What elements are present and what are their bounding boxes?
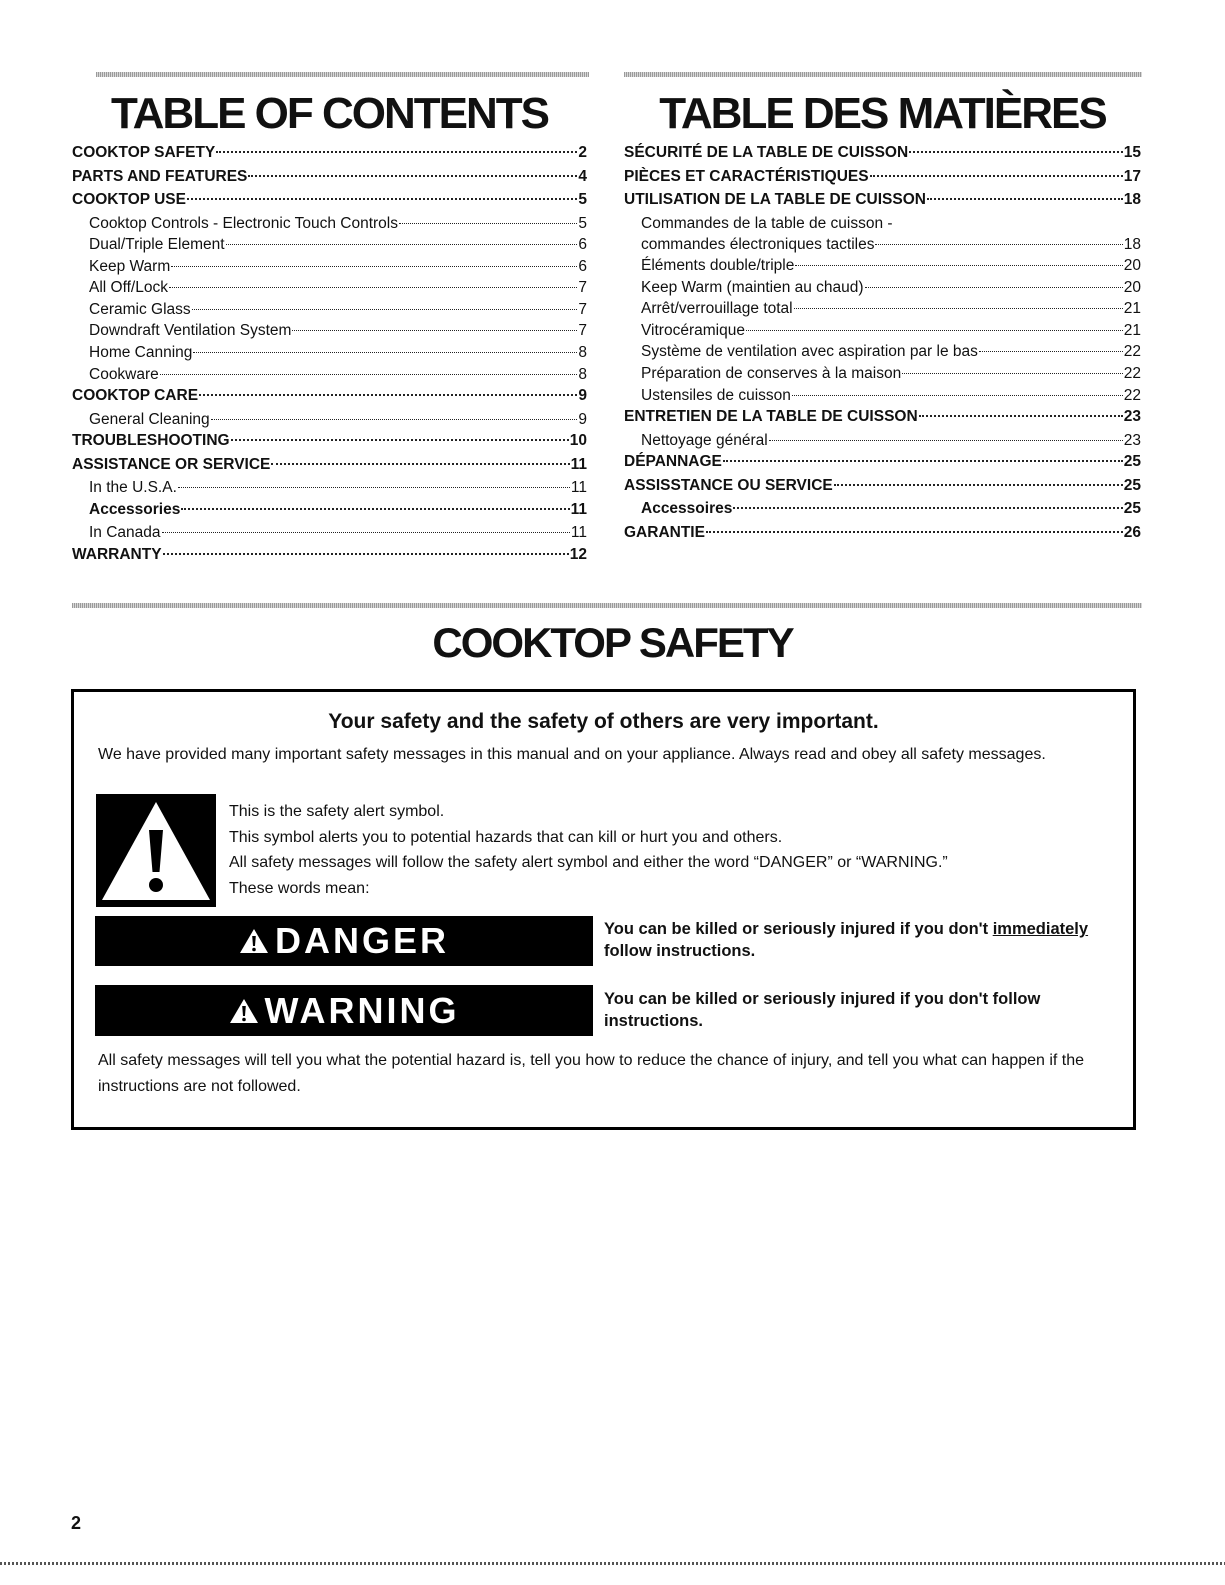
- toc-entry-title: Downdraft Ventilation System: [89, 322, 292, 340]
- toc-entry-title: PARTS AND FEATURES: [72, 167, 248, 185]
- safety-intro-text: We have provided many important safety messages in this manual and on your appliance. Always read and obey all safety messages.: [98, 746, 1046, 763]
- toc-entry-title: Dual/Triple Element: [89, 236, 225, 254]
- toc-entry: [72, 168, 587, 192]
- toc-leader-dots: [746, 330, 1123, 331]
- toc-leader-dots: [192, 309, 578, 310]
- toc-entry-title: GARANTIE: [624, 523, 705, 541]
- toc-entry-title: COOKTOP USE: [72, 191, 186, 208]
- toc-entry: [72, 411, 587, 433]
- toc-entry-title: All Off/Lock: [89, 279, 168, 297]
- toc-entry: [624, 279, 1141, 301]
- toc-entry-page: 22: [1123, 386, 1141, 404]
- toc-entry-page: 11: [570, 455, 587, 473]
- toc-leader-dots: [163, 553, 569, 555]
- toc-leader-dots: [875, 244, 1122, 245]
- toc-title-french: TABLE DES MATIÈRES: [659, 89, 1106, 138]
- toc-leader-dots: [181, 508, 569, 510]
- toc-leader-dots: [226, 244, 578, 245]
- toc-leader-dots: [160, 374, 578, 375]
- toc-entry-page: 21: [1123, 321, 1141, 339]
- toc-entry-page: 11: [570, 524, 587, 542]
- toc-entry-page: 17: [1123, 167, 1141, 185]
- toc-entry-title: Nettoyage général: [641, 431, 768, 449]
- toc-leader-dots: [187, 198, 577, 200]
- toc-entry-title: commandes électroniques tactiles: [641, 235, 875, 253]
- toc-entry: [72, 479, 587, 501]
- warning-signal-bar: [95, 985, 593, 1036]
- toc-leader-dots: [723, 460, 1123, 462]
- toc-entry-title: ENTRETIEN DE LA TABLE DE CUISSON: [624, 408, 918, 426]
- toc-leader-dots: [769, 440, 1123, 441]
- toc-entry-page: 25: [1123, 500, 1141, 518]
- alert-line: All safety messages will follow the safety alert symbol and either the word “DANGER” or “WARNING.”: [229, 854, 948, 871]
- toc-entry-page: 8: [578, 365, 587, 383]
- toc-entry: [72, 501, 587, 525]
- toc-entry: [624, 453, 1141, 477]
- toc-english-list: [72, 144, 587, 570]
- toc-entry: [624, 408, 1141, 432]
- warning-triangle-icon: [239, 927, 269, 955]
- toc-entry: [72, 236, 587, 258]
- toc-entry: [72, 344, 587, 366]
- toc-entry-title: Cookware: [89, 365, 159, 383]
- safety-outro-text: All safety messages will tell you what the potential hazard is, tell you how to reduce the chance of injury, and tell you what can happen if the instructions are not followed.: [98, 1052, 1085, 1095]
- toc-entry-title: Accessoires: [641, 500, 733, 518]
- toc-entry: [624, 168, 1141, 192]
- toc-entry-page: 9: [578, 410, 587, 428]
- toc-leader-dots: [211, 419, 578, 420]
- toc-leader-dots: [216, 151, 577, 153]
- toc-leader-dots: [733, 507, 1122, 509]
- toc-leader-dots: [199, 394, 577, 396]
- toc-entry: [72, 456, 587, 480]
- toc-leader-dots: [162, 532, 570, 533]
- toc-entry-page: 6: [578, 257, 587, 275]
- toc-entry-title: Éléments double/triple: [641, 257, 795, 275]
- toc-leader-dots: [865, 287, 1123, 288]
- toc-entry: [624, 500, 1141, 524]
- alert-line: This is the safety alert symbol.: [229, 803, 445, 820]
- toc-leader-dots: [909, 151, 1123, 153]
- toc-entry-title: PIÈCES ET CARACTÉRISTIQUES: [624, 167, 869, 185]
- warning-message: You can be killed or seriously injured if you don't follow instructions.: [604, 990, 1041, 1030]
- page-number: 2: [71, 1513, 82, 1533]
- toc-french-list: [624, 144, 1141, 547]
- toc-leader-dots: [979, 351, 1123, 352]
- toc-entry-page: 5: [578, 191, 587, 208]
- alert-line: This symbol alerts you to potential hazards that can kill or hurt you and others.: [229, 828, 783, 846]
- toc-entry-page: 7: [578, 322, 587, 340]
- safety-heading: Your safety and the safety of others are very important.: [328, 710, 879, 733]
- toc-entry-page: 15: [1123, 144, 1141, 161]
- danger-message-emphasis: immediately: [992, 920, 1089, 938]
- toc-entry: [624, 387, 1141, 409]
- toc-entry-title: General Cleaning: [89, 410, 210, 428]
- toc-entry-page: 18: [1123, 235, 1141, 253]
- toc-entry-page: 25: [1123, 453, 1141, 471]
- toc-title-english: TABLE OF CONTENTS: [111, 89, 548, 138]
- toc-entry: [72, 258, 587, 280]
- toc-entry-page: 8: [578, 344, 587, 362]
- section-rule: [72, 603, 1142, 608]
- toc-entry: [624, 432, 1141, 454]
- toc-entry: [72, 546, 587, 570]
- top-rule-right: [624, 72, 1142, 77]
- toc-entry-title: COOKTOP CARE: [72, 387, 199, 405]
- toc-leader-dots: [706, 531, 1123, 533]
- toc-entry: [72, 387, 587, 411]
- toc-entry-page: 11: [570, 500, 587, 518]
- toc-entry-page: 5: [578, 214, 587, 232]
- safety-notice-box: [71, 689, 1136, 1130]
- toc-entry-title: Home Canning: [89, 344, 193, 362]
- toc-leader-dots: [834, 484, 1123, 486]
- toc-leader-dots: [169, 287, 577, 288]
- toc-entry: [72, 215, 587, 237]
- toc-entry-page: 20: [1123, 257, 1141, 275]
- toc-entry: [624, 322, 1141, 344]
- alert-symbol-explanation: [229, 799, 948, 901]
- toc-entry: [72, 144, 587, 168]
- toc-entry-title: Ceramic Glass: [89, 300, 191, 318]
- toc-entry-title: Keep Warm (maintien au chaud): [641, 278, 864, 296]
- toc-leader-dots: [248, 175, 577, 177]
- toc-entry: [72, 366, 587, 388]
- toc-entry: [624, 215, 1141, 236]
- toc-entry: [624, 524, 1141, 548]
- section-title-cooktop-safety: COOKTOP SAFETY: [432, 619, 793, 666]
- toc-entry-title: ASSISSTANCE OU SERVICE: [624, 476, 833, 494]
- toc-leader-dots: [193, 352, 577, 353]
- toc-entry: [624, 343, 1141, 365]
- toc-entry-page: 12: [569, 546, 587, 564]
- toc-leader-dots: [399, 223, 577, 224]
- toc-entry-page: 22: [1123, 365, 1141, 383]
- toc-entry-page: 7: [578, 300, 587, 318]
- toc-entry-title: Préparation de conserves à la maison: [641, 365, 902, 383]
- toc-entry: [72, 191, 587, 215]
- toc-entry: [72, 279, 587, 301]
- danger-message-text-2: follow instructions.: [604, 942, 756, 960]
- toc-entry: [72, 432, 587, 456]
- warning-label: WARNING: [264, 990, 460, 1031]
- toc-entry-title: WARRANTY: [72, 546, 162, 564]
- toc-entry: [624, 477, 1141, 501]
- toc-entry-page: 23: [1123, 408, 1141, 426]
- toc-entry-title: COOKTOP SAFETY: [72, 144, 216, 161]
- toc-entry-title: Système de ventilation avec aspiration par le bas: [641, 343, 978, 361]
- safety-alert-icon: [96, 794, 216, 907]
- toc-entry: [624, 300, 1141, 322]
- toc-leader-dots: [902, 373, 1123, 374]
- toc-entry-title: In Canada: [89, 524, 161, 542]
- toc-entry-title: TROUBLESHOOTING: [72, 432, 230, 450]
- bottom-rule: [0, 1562, 1225, 1565]
- alert-line: These words mean:: [229, 879, 370, 897]
- toc-entry: [72, 322, 587, 344]
- toc-entry: [72, 301, 587, 323]
- danger-message-text: You can be killed or seriously injured if you don't: [604, 920, 993, 938]
- toc-entry-page: 9: [578, 387, 587, 405]
- toc-entry: [72, 524, 587, 546]
- toc-leader-dots: [870, 175, 1123, 177]
- toc-entry-page: 20: [1123, 278, 1141, 296]
- toc-entry-title: Ustensiles de cuisson: [641, 386, 791, 404]
- toc-entry-title: Arrêt/verrouillage total: [641, 300, 793, 318]
- toc-entry-page: 26: [1123, 523, 1141, 541]
- toc-entry-title: DÉPANNAGE: [624, 453, 722, 471]
- warning-triangle-icon: [229, 997, 259, 1025]
- toc-leader-dots: [231, 439, 569, 441]
- toc-entry-page: 25: [1123, 476, 1141, 494]
- toc-leader-dots: [171, 266, 577, 267]
- toc-leader-dots: [178, 487, 570, 488]
- toc-entry-title: SÉCURITÉ DE LA TABLE DE CUISSON: [624, 144, 909, 161]
- toc-leader-dots: [927, 198, 1123, 200]
- toc-entry-title: Cooktop Controls - Electronic Touch Controls: [89, 214, 398, 232]
- danger-signal-bar: [95, 916, 593, 966]
- toc-entry-page: 18: [1123, 191, 1141, 208]
- toc-entry: [624, 191, 1141, 215]
- toc-entry-page: 4: [578, 167, 587, 185]
- toc-entry: [624, 144, 1141, 168]
- danger-label: DANGER: [274, 920, 449, 961]
- toc-entry-page: 10: [569, 432, 587, 450]
- toc-entry-title: Keep Warm: [89, 257, 171, 275]
- toc-leader-dots: [292, 330, 577, 331]
- top-rule-left: [96, 72, 589, 77]
- toc-entry-page: 11: [570, 479, 587, 497]
- toc-entry: [624, 257, 1141, 279]
- toc-leader-dots: [792, 395, 1123, 396]
- toc-leader-dots: [795, 265, 1122, 266]
- toc-entry-title: ASSISTANCE OR SERVICE: [72, 455, 271, 473]
- toc-entry-title: In the U.S.A.: [89, 479, 177, 497]
- toc-entry-page: 6: [578, 236, 587, 254]
- toc-entry-page: 21: [1123, 300, 1141, 318]
- toc-entry: [624, 365, 1141, 387]
- toc-entry: [624, 236, 1141, 258]
- toc-entry-page: 2: [578, 144, 587, 161]
- toc-entry-page: 7: [578, 279, 587, 297]
- toc-entry-title: Vitrocéramique: [641, 321, 745, 339]
- toc-leader-dots: [271, 463, 569, 465]
- toc-entry-page: 23: [1123, 431, 1141, 449]
- toc-leader-dots: [794, 308, 1123, 309]
- toc-entry-title: UTILISATION DE LA TABLE DE CUISSON: [624, 191, 926, 208]
- toc-entry-page: 22: [1123, 343, 1141, 361]
- toc-leader-dots: [919, 415, 1123, 417]
- toc-entry-title: Commandes de la table de cuisson -: [641, 214, 893, 232]
- toc-entry-title: Accessories: [89, 500, 181, 518]
- danger-message: [604, 918, 1134, 962]
